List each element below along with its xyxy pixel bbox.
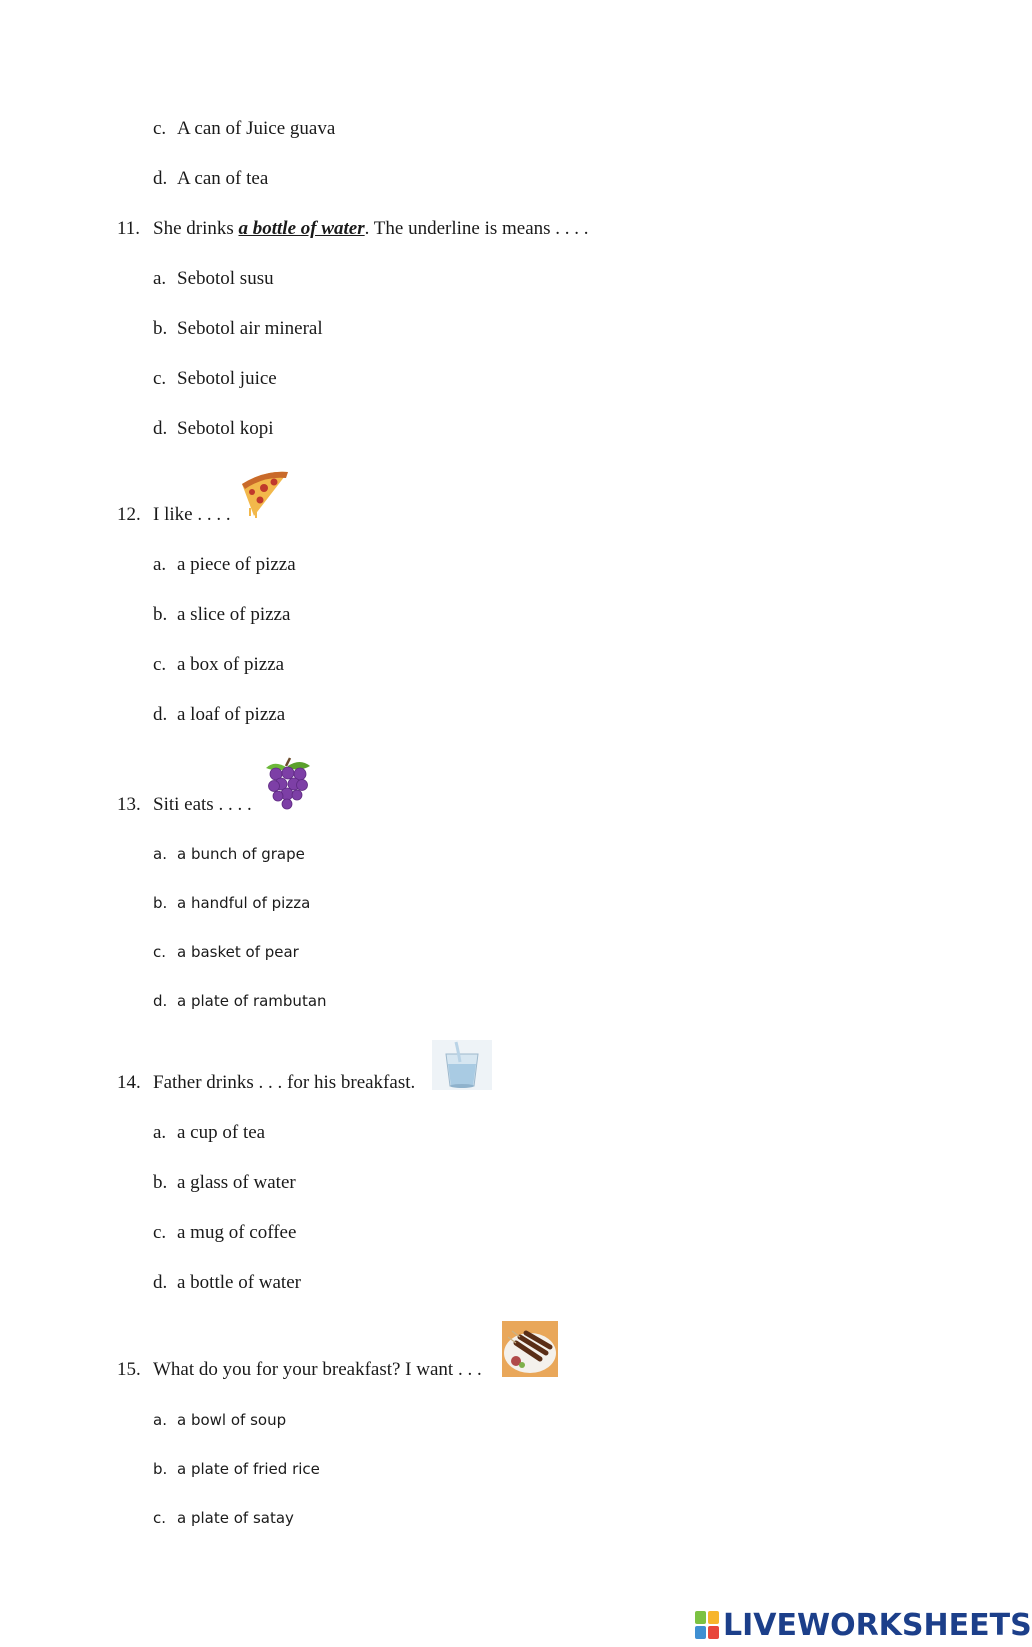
brand-name: LIVEWORKSHEETS	[723, 1607, 1032, 1643]
question-15: 15. What do you for your breakfast? I want . . .	[117, 1359, 482, 1380]
option-d[interactable]: d. Sebotol kopi	[153, 418, 274, 439]
option-d: d. A can of tea	[153, 168, 269, 189]
glass-of-water-icon	[432, 1040, 492, 1090]
question-number: 11.	[117, 218, 141, 239]
option-c[interactable]: c. a box of pizza	[153, 654, 285, 675]
option-b[interactable]: b. Sebotol air mineral	[153, 318, 323, 339]
question-number: 14.	[117, 1072, 141, 1093]
question-number: 15.	[117, 1359, 141, 1380]
option-c[interactable]: c. a mug of coffee	[153, 1222, 297, 1243]
option-b[interactable]: b. a slice of pizza	[153, 604, 291, 625]
option-c: c. A can of Juice guava	[153, 118, 336, 139]
question-14: 14. Father drinks . . . for his breakfast.	[117, 1072, 416, 1093]
option-d[interactable]: d. a bottle of water	[153, 1272, 301, 1293]
option-d[interactable]: d. a plate of rambutan	[153, 992, 327, 1010]
satay-plate-icon	[502, 1321, 558, 1377]
option-b[interactable]: b. a handful of pizza	[153, 894, 311, 912]
option-b[interactable]: b. a glass of water	[153, 1172, 296, 1193]
pizza-slice-icon	[236, 468, 292, 520]
question-11: 11. She drinks a bottle of water. The underline is means . . . .	[117, 218, 589, 239]
underlined-phrase: a bottle of water	[238, 218, 365, 239]
question-number: 13.	[117, 794, 141, 815]
liveworksheets-logo-icon	[695, 1611, 719, 1639]
option-c[interactable]: c. a basket of pear	[153, 943, 299, 961]
option-a[interactable]: a. a bunch of grape	[153, 845, 305, 863]
question-12: 12. I like . . . .	[117, 504, 231, 525]
option-a[interactable]: a. a piece of pizza	[153, 554, 296, 575]
question-number: 12.	[117, 504, 141, 525]
option-b[interactable]: b. a plate of fried rice	[153, 1460, 320, 1478]
option-d[interactable]: d. a loaf of pizza	[153, 704, 286, 725]
grapes-icon	[260, 756, 314, 810]
option-a[interactable]: a. a cup of tea	[153, 1122, 266, 1143]
question-13: 13. Siti eats . . . .	[117, 794, 252, 815]
option-a[interactable]: a. a bowl of soup	[153, 1411, 287, 1429]
option-c[interactable]: c. Sebotol juice	[153, 368, 277, 389]
option-a[interactable]: a. Sebotol susu	[153, 268, 274, 289]
liveworksheets-logo	[695, 1608, 1032, 1642]
option-c[interactable]: c. a plate of satay	[153, 1509, 294, 1527]
